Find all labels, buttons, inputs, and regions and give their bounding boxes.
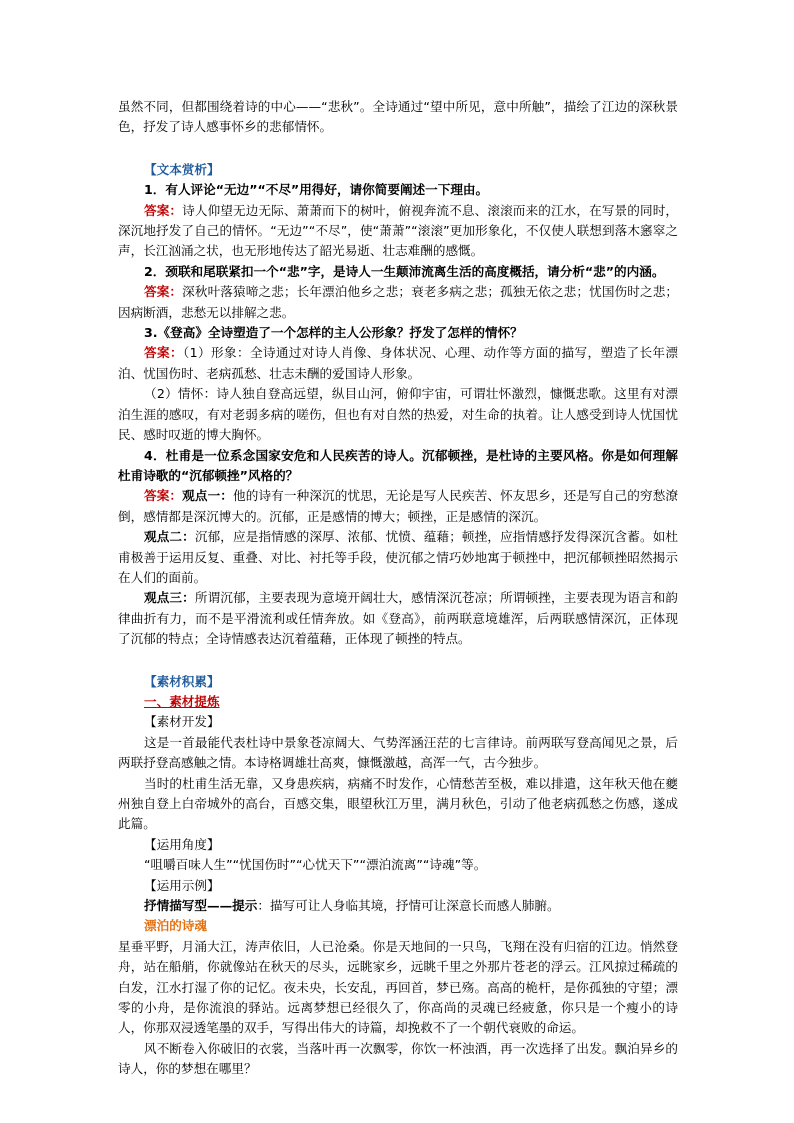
development-paragraph-2: 当时的杜甫生活无靠，又身患疾病，病痛不时发作，心情愁苦至极，难以排遣，这年秋天他在夔州独自登上白帝城外的高台，百感交集，眼望秋江万里，满月秋色，引动了他老病孤愁之伤感，遂成此篇。 xyxy=(118,775,678,832)
intro-paragraph: 虽然不同，但都围绕着诗的中心——“悲秋”。全诗通过“望中所见，意中所触”，描绘了江边的深秋景色，抒发了诗人感事怀乡的悲郁情怀。 xyxy=(118,99,678,135)
answer-4-view-3 xyxy=(118,588,678,649)
section-title-materials: 【素材积累】 xyxy=(144,673,220,689)
viewpoint-text: 所谓沉郁，主要表现为意境开阔壮大，感情深沉苍凉；所谓顿挫，主要表现为语言和韵律曲折有力，而不是平滑流利或任情奔放。如《登高》，前两联意境雄浑，后两联感情深沉，正体现了沉郁的特点；全诗情感表达沉着蕴藉，正体现了顿挫的特点。 xyxy=(118,590,679,647)
answer-text: 诗人仰望无边无际、萧萧而下的树叶，俯视奔流不息、滚滚而来的江水，在写景的同时，深沉地抒发了自己的情怀。“无边”“不尽”，使“萧萧”“滚滚”更加形象化，不仅使人联想到落木窸窣之声，长江汹涌之状，也无形地传达了韶光易逝、壮志难酬的感慨。 xyxy=(118,202,679,259)
viewpoint-label: 观点三： xyxy=(144,590,195,606)
spacer xyxy=(118,138,678,160)
angle-text: “咀嚼百味人生”“忧国伤时”“心忧天下”“漂泊流离”“诗魂”等。 xyxy=(144,857,487,873)
answer-1 xyxy=(118,201,678,262)
viewpoint-text: 沉郁，应是指情感的深厚、浓郁、忧愤、蕴藉；顿挫，应指情感抒发得深沉含蓄。如杜甫极善于运用反复、重叠、对比、衬托等手段，使沉郁之情巧妙地寓于顿挫中，把沉郁顿挫昭然揭示在人们的面前。 xyxy=(118,529,679,585)
answer-label: 答案： xyxy=(144,284,183,300)
example-type-label: 抒情描写型——提示 xyxy=(144,898,258,914)
answer-4-view-1 xyxy=(118,486,678,527)
angle-heading: 【运用角度】 xyxy=(144,836,220,852)
question-1: 1．有人评论“无边”“不尽”用得好，请你简要阐述一下理由。 xyxy=(144,182,489,198)
question-2: 2．颈联和尾联紧扣一个“悲”字，是诗人一生颠沛流离生活的高度概括，请分析“悲”的内涵。 xyxy=(144,263,665,279)
answer-text: 深秋叶落猿啼之悲；长年漂泊他乡之悲；衰老多病之悲；孤独无依之悲；忧国伤时之悲；因病断酒，悲愁无以排解之悲。 xyxy=(118,284,679,320)
answer-label: 答案： xyxy=(144,202,183,218)
viewpoint-text: 他的诗有一种深沉的忧思，无论是写人民疾苦、怀友思乡，还是写自己的穷愁潦倒，感情都是深沉博大的。沉郁，正是感情的博大；顿挫，正是感情的深沉。 xyxy=(118,488,679,524)
development-heading: 【素材开发】 xyxy=(144,714,220,730)
example-hint xyxy=(118,896,678,916)
viewpoint-label: 观点二： xyxy=(144,529,195,545)
subsection-title: 一、素材提炼 xyxy=(144,693,220,709)
answer-text: （1）形象：全诗通过对诗人肖像、身体状况、心理、动作等方面的描写，塑造了长年漂泊、忧国伤时、老病孤愁、壮志未酬的爱国诗人形象。 xyxy=(118,345,678,381)
essay-paragraph-1: 星垂平野，月涌大江，涛声依旧，人已沧桑。你是天地间的一只鸟，飞翔在没有归宿的江边。悄然登舟，站在船艄，你就像站在秋天的尽头，远眺家乡，远眺千里之外那片苍老的浮云。江风掠过稀疏的白发，江水打湿了你的记忆。夜未央，长安乱，再回首，梦已殇。高高的桅杆，是你孤独的守望；漂零的小舟，是你流浪的驿站。远离梦想已经很久了，你高尚的灵魂已经疲惫，你只是一个瘦小的诗人，你那双浸透笔墨的双手，写得出伟大的诗篇，却挽救不了一个朝代衰败的命运。 xyxy=(118,938,678,1036)
answer-4-view-2 xyxy=(118,527,678,588)
essay-title: 漂泊的诗魂 xyxy=(144,918,207,934)
answer-2 xyxy=(118,282,678,323)
spacer xyxy=(118,650,678,672)
subsection-heading xyxy=(118,692,678,712)
answer-label: 答案： xyxy=(144,345,183,361)
example-hint-text: ：描写可让人身临其境，抒情可让深意长而感人肺腑。 xyxy=(257,898,560,914)
development-paragraph-1: 这是一首最能代表杜诗中景象苍凉阔大、气势浑涵汪茫的七言律诗。前两联写登高闻见之景，后两联抒登高感触之情。本诗格调雄壮高爽，慷慨激越，高浑一气，古今独步。 xyxy=(118,734,678,771)
question-4: 4．杜甫是一位系念国家安危和人民疾苦的诗人。沉郁顿挫，是杜诗的主要风格。你是如何理解杜甫诗歌的“沉郁顿挫”风格的？ xyxy=(118,447,678,483)
viewpoint-label: 观点一： xyxy=(182,488,234,504)
essay-paragraph-2: 风不断卷入你破旧的衣裳，当落叶再一次飘零，你饮一杯浊酒，再一次选择了出发。飘泊异乡的诗人，你的梦想在哪里？ xyxy=(118,1040,678,1077)
question-3: 3.《登高》全诗塑造了一个怎样的主人公形象？抒发了怎样的情怀？ xyxy=(144,325,523,341)
section-title-analysis: 【文本赏析】 xyxy=(144,161,220,177)
answer-3-part-1 xyxy=(118,343,678,384)
document-page xyxy=(118,97,678,1080)
answer-3-part-2: （2）情怀：诗人独自登高远望，纵目山河，俯仰宇宙，可谓壮怀激烈，慷慨悲歌。这里有对漂泊生涯的感叹，有对老弱多病的嗟伤，但也有对自然的热爱，对生命的执着。让人感受到诗人忧国忧民、感时叹逝的博大胸怀。 xyxy=(118,386,678,443)
answer-label: 答案： xyxy=(144,488,183,504)
example-heading: 【运用示例】 xyxy=(144,877,220,893)
